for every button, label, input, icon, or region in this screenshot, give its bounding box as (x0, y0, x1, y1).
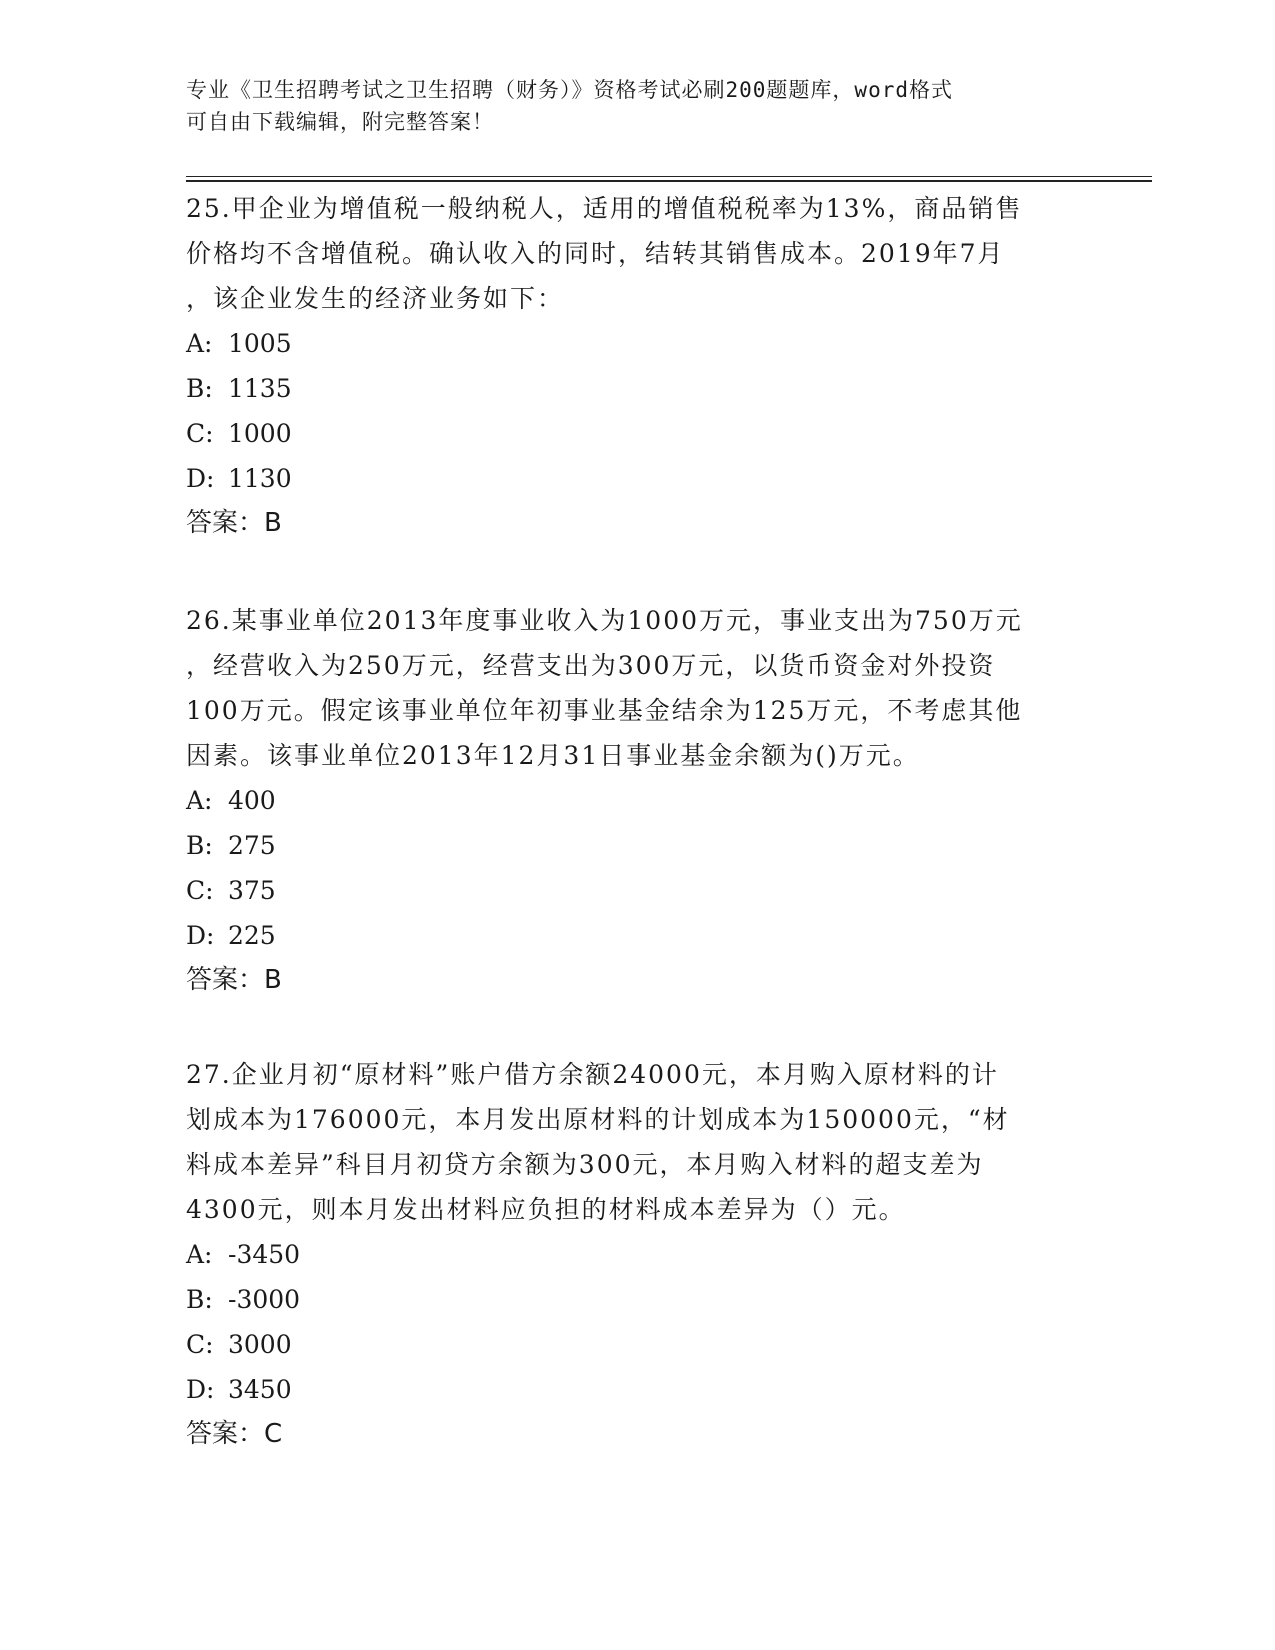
option-text: 1135 (228, 374, 292, 403)
option-letter: A: (186, 1240, 213, 1269)
option-c (186, 411, 1086, 456)
option-text: -3000 (228, 1285, 301, 1314)
option-text: 1130 (228, 464, 292, 493)
option-letter: B: (186, 1285, 213, 1314)
stem-line: ，该企业发生的经济业务如下： (186, 284, 565, 313)
option-d (186, 913, 1086, 958)
option-letter: D: (186, 1375, 215, 1404)
option-text: 1000 (228, 419, 292, 448)
stem-line: 料成本差异”科目月初贷方余额为300元，本月购入材料的超支差为 (186, 1150, 984, 1179)
stem-line: 26.某事业单位2013年度事业收入为1000万元，事业支出为750万元 (186, 606, 1023, 635)
option-text: 3450 (228, 1375, 292, 1404)
option-letter: B: (186, 831, 213, 860)
option-b (186, 366, 1086, 411)
option-text: 3000 (228, 1330, 292, 1359)
option-letter: A: (186, 329, 213, 358)
option-letter: C: (186, 1330, 214, 1359)
question-25 (186, 186, 1086, 546)
stem-line: ，经营收入为250万元，经营支出为300万元，以货币资金对外投资 (186, 651, 996, 680)
answer-line: 答案：B (186, 508, 282, 538)
option-b (186, 823, 1086, 868)
option-letter: D: (186, 464, 215, 493)
question-stem (186, 1052, 1086, 1232)
stem-line: 划成本为176000元，本月发出原材料的计划成本为150000元，“材 (186, 1105, 1010, 1134)
document-header (186, 74, 1066, 138)
stem-line: 价格均不含增值税。确认收入的同时，结转其销售成本。2019年7月 (186, 239, 1005, 268)
header-line-2: 可自由下载编辑，附完整答案！ (186, 110, 494, 134)
option-letter: A: (186, 786, 213, 815)
option-letter: C: (186, 876, 214, 905)
header-divider-thick (186, 180, 1152, 182)
question-27 (186, 1052, 1086, 1457)
option-letter: D: (186, 921, 215, 950)
option-d (186, 1367, 1086, 1412)
option-text: 375 (228, 876, 276, 905)
option-letter: B: (186, 374, 213, 403)
option-a (186, 321, 1086, 366)
header-line-1: 专业《卫生招聘考试之卫生招聘（财务）》资格考试必刷200题题库，word格式 (186, 78, 953, 102)
option-c (186, 868, 1086, 913)
option-text: 1005 (228, 329, 292, 358)
question-stem (186, 598, 1086, 778)
stem-line: 4300元，则本月发出材料应负担的材料成本差异为（）元。 (186, 1195, 906, 1224)
option-c (186, 1322, 1086, 1367)
header-divider-thin (186, 176, 1152, 177)
answer-line: 答案：B (186, 965, 282, 995)
option-d (186, 456, 1086, 501)
option-text: 400 (228, 786, 276, 815)
question-26 (186, 598, 1086, 1003)
question-stem (186, 186, 1086, 321)
option-a (186, 778, 1086, 823)
option-text: 275 (228, 831, 276, 860)
stem-line: 27.企业月初“原材料”账户借方余额24000元，本月购入原材料的计 (186, 1060, 999, 1089)
stem-line: 25.甲企业为增值税一般纳税人，适用的增值税税率为13%，商品销售 (186, 194, 1023, 223)
option-letter: C: (186, 419, 214, 448)
answer-line: 答案：C (186, 1419, 283, 1449)
option-text: -3450 (228, 1240, 301, 1269)
stem-line: 因素。该事业单位2013年12月31日事业基金余额为()万元。 (186, 741, 920, 770)
option-text: 225 (228, 921, 276, 950)
option-a (186, 1232, 1086, 1277)
stem-line: 100万元。假定该事业单位年初事业基金结余为125万元，不考虑其他 (186, 696, 1023, 725)
option-b (186, 1277, 1086, 1322)
